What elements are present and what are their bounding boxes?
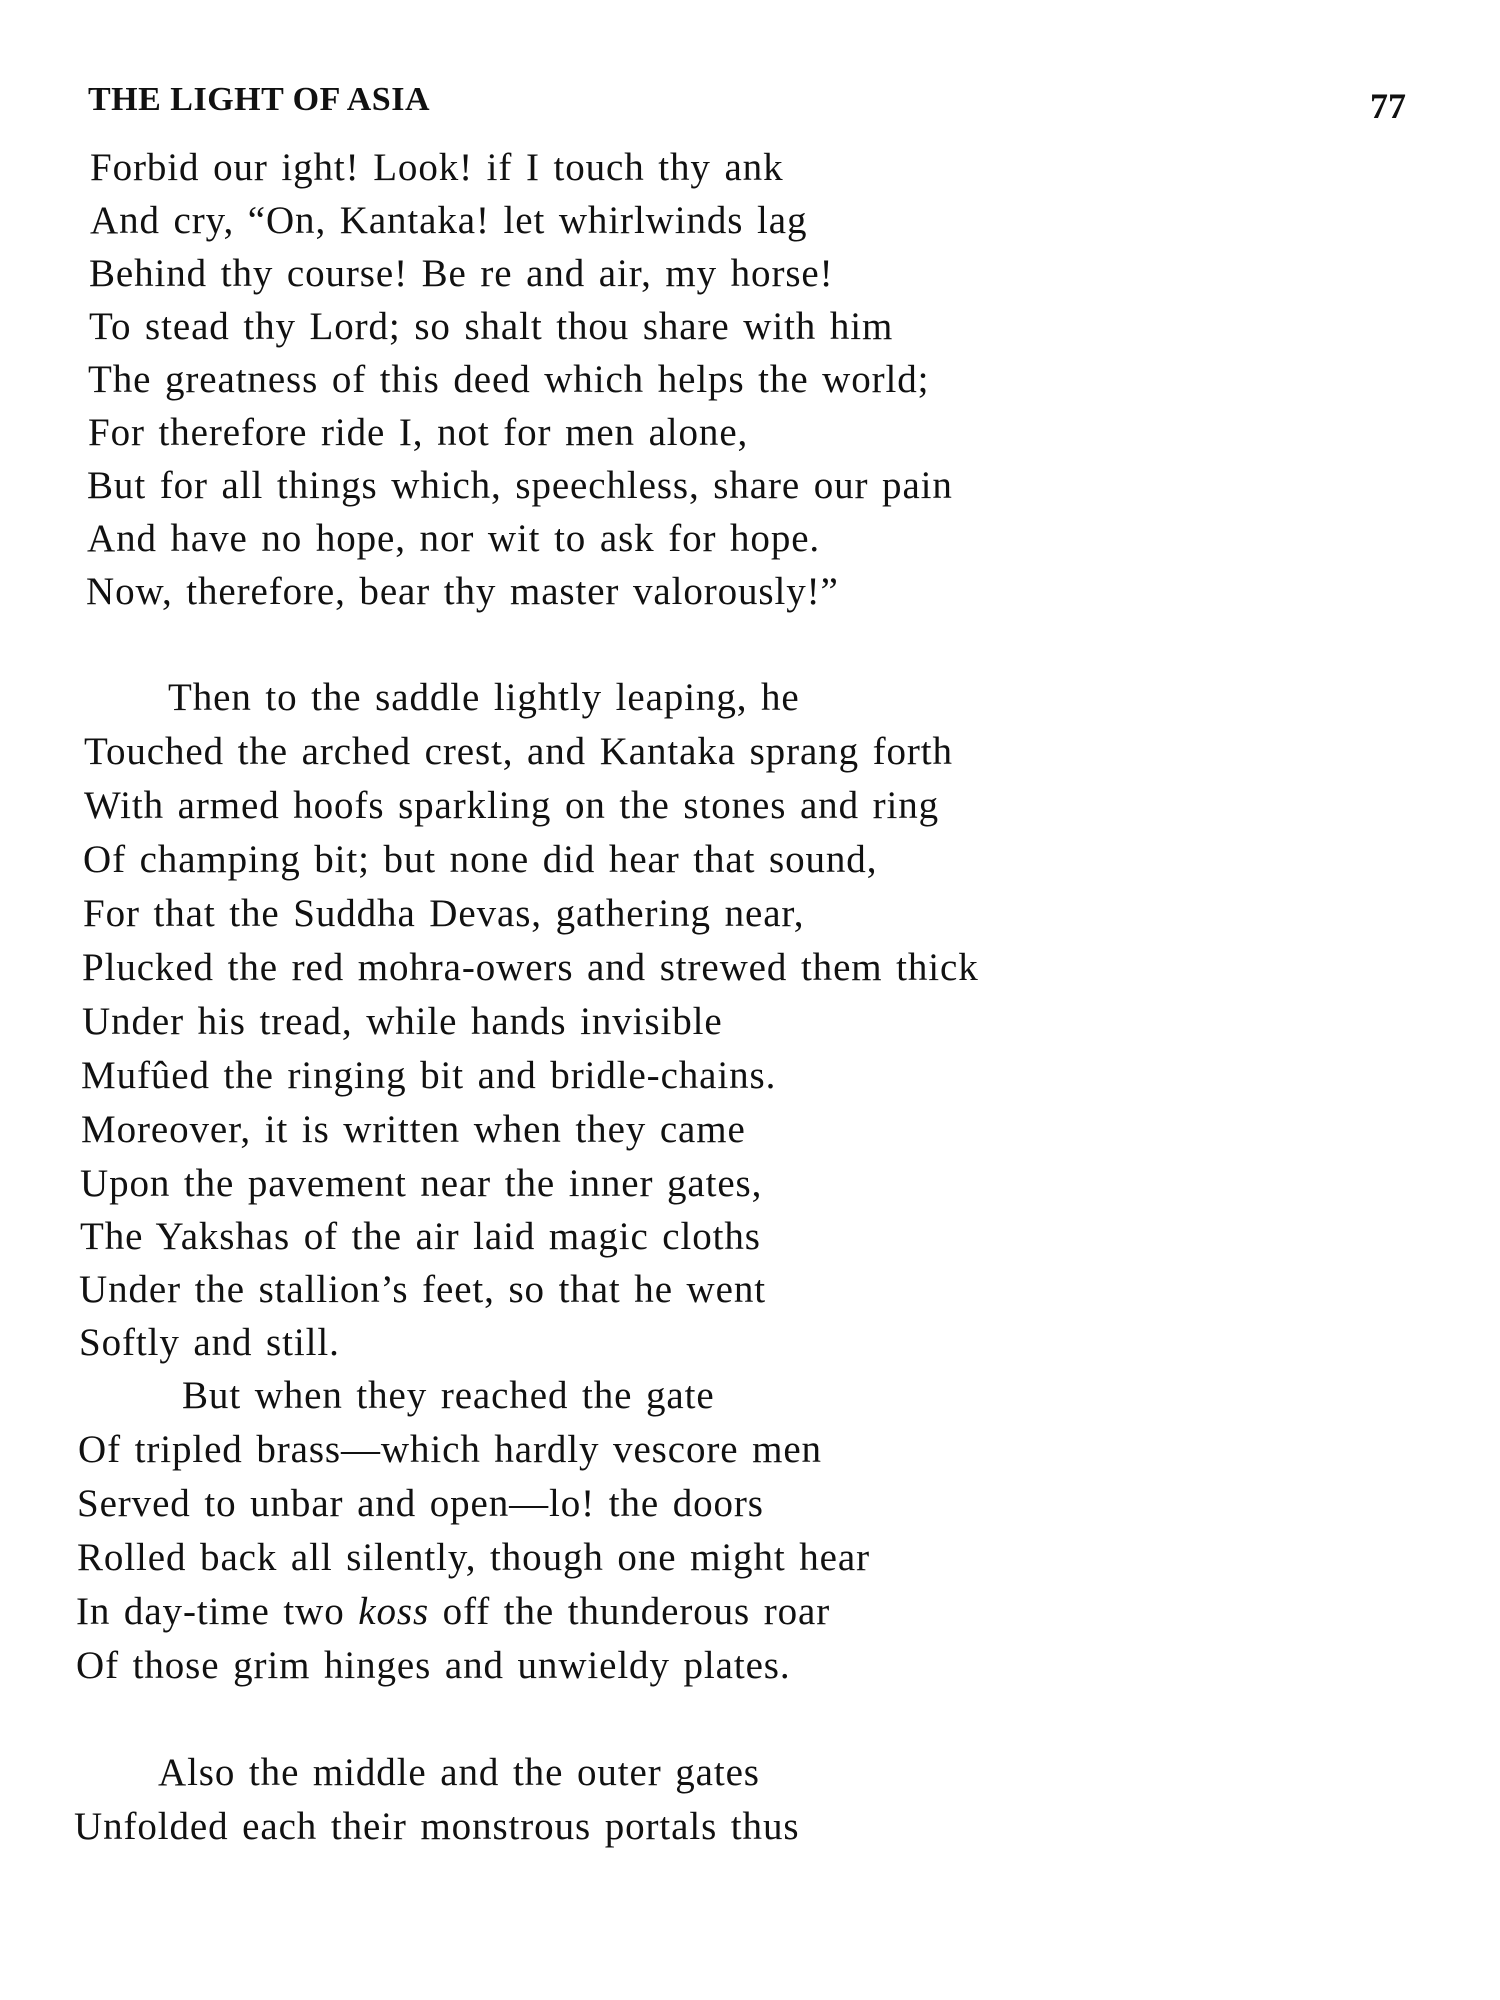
verse-line: Forbid our ight! Look! if I touch thy ank — [90, 146, 784, 189]
verse-line: Moreover, it is written when they came — [81, 1108, 746, 1151]
verse-line: Under the stallion’s feet, so that he went — [79, 1268, 766, 1311]
verse-line: The Yakshas of the air laid magic cloths — [80, 1215, 761, 1258]
verse-line: Unfolded each their monstrous portals thus — [74, 1805, 800, 1848]
verse-line: For therefore ride I, not for men alone, — [88, 411, 749, 454]
verse-line: But for all things which, speechless, share our pain — [87, 464, 953, 507]
verse-line: Served to unbar and open—lo! the doors — [77, 1482, 764, 1525]
verse-text: In day-time two — [76, 1590, 359, 1633]
verse-text: off the thunderous roar — [429, 1590, 831, 1633]
verse-line: With armed hoofs sparkling on the stones and ring — [84, 784, 940, 827]
verse-line: To stead thy Lord; so shalt thou share with him — [89, 305, 894, 348]
verse-line: Of tripled brass—which hardly vescore men — [78, 1428, 822, 1471]
verse-line: Under his tread, while hands invisible — [82, 1000, 723, 1043]
verse-line: Also the middle and the outer gates — [158, 1751, 760, 1794]
verse-line: Then to the saddle lightly leaping, he — [168, 676, 800, 719]
running-title: THE LIGHT OF ASIA — [88, 81, 430, 118]
verse-line: Mufûed the ringing bit and bridle-chains. — [81, 1054, 777, 1097]
verse-line: Rolled back all silently, though one might hear — [77, 1536, 870, 1579]
verse-line: Softly and still. — [79, 1321, 340, 1364]
verse-line: Plucked the red mohra-owers and strewed them thick — [82, 946, 979, 989]
page-number: 77 — [1370, 86, 1406, 126]
verse-line: Now, therefore, bear thy master valorously!” — [86, 570, 839, 613]
verse-line: Of those grim hinges and unwieldy plates. — [76, 1644, 791, 1687]
verse-line: Behind thy course! Be re and air, my horse! — [89, 252, 834, 295]
verse-line — [76, 1586, 830, 1638]
verse-line: And cry, “On, Kantaka! let whirlwinds lag — [90, 199, 808, 242]
verse-line: Upon the pavement near the inner gates, — [80, 1162, 763, 1205]
verse-line: Of champing bit; but none did hear that sound, — [83, 838, 878, 881]
verse-line: For that the Suddha Devas, gathering near, — [83, 892, 805, 935]
italic-word: koss — [358, 1590, 430, 1633]
verse-line: Touched the arched crest, and Kantaka sprang forth — [84, 730, 953, 773]
verse-line: The greatness of this deed which helps the world; — [88, 358, 930, 401]
verse-line: But when they reached the gate — [182, 1374, 715, 1417]
verse-line: And have no hope, nor wit to ask for hope. — [87, 517, 821, 560]
